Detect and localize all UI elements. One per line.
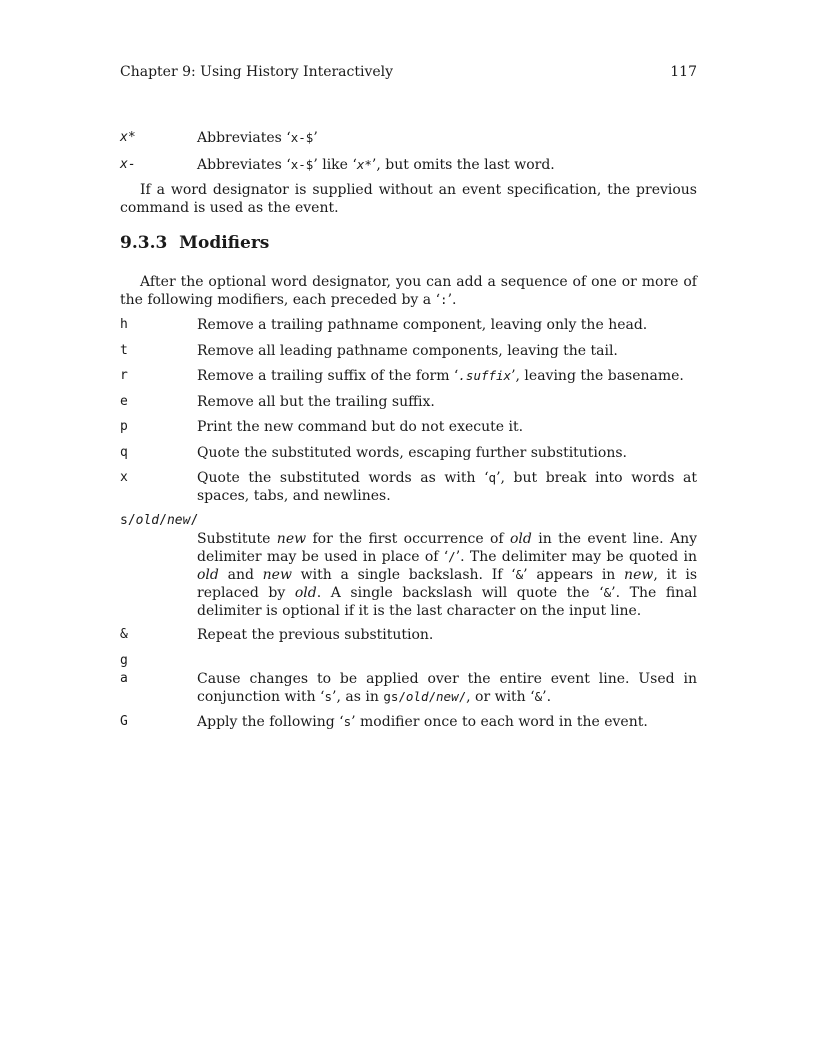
paragraph-designator: If a word designator is supplied without an event specification, the previous command is used as the event. — [120, 182, 697, 216]
term-x-star: x* — [120, 130, 136, 145]
desc-x-star: Abbreviates ‘x-$’ — [197, 130, 318, 146]
term-a: a — [120, 671, 128, 686]
desc-t: Remove all leading pathname components, leaving the tail. — [197, 343, 618, 359]
desc-x-dash: Abbreviates ‘x-$’ like ‘x*’, but omits the last word. — [197, 157, 555, 173]
term-g: g — [120, 653, 128, 668]
term-e: e — [120, 394, 128, 409]
term-s-old-new: s/old/new/ — [120, 513, 199, 528]
desc-s-old-new: Substitute new for the first occurrence of old in the event line. Any delimiter may be used in place of ‘/’. The delimiter may be quoted in old and new with a single backslash. If ‘&’ appears in new, it is replaced by old. A single backslash will quote the ‘&’. The final delimiter is optional if it is the last character on the input line. — [197, 531, 698, 619]
desc-q: Quote the substituted words, escaping further substitutions. — [197, 445, 627, 461]
desc-ampersand: Repeat the previous substitution. — [197, 627, 434, 643]
term-q: q — [120, 445, 128, 460]
term-t: t — [120, 343, 128, 358]
page-number: 117 — [670, 64, 697, 80]
desc-x: Quote the substituted words as with ‘q’, but break into words at spaces, tabs, and newlines. — [197, 470, 697, 504]
term-ampersand: & — [120, 627, 128, 642]
desc-e: Remove all but the trailing suffix. — [197, 394, 435, 410]
desc-h: Remove a trailing pathname component, leaving only the head. — [197, 317, 648, 333]
desc-r: Remove a trailing suffix of the form ‘.suffix’, leaving the basename. — [197, 368, 684, 384]
term-x-dash: x- — [120, 157, 136, 172]
running-header — [120, 63, 697, 81]
chapter-title: Chapter 9: Using History Interactively — [120, 64, 394, 80]
section-heading: 9.3.3 Modifiers — [120, 233, 270, 253]
term-G: G — [120, 714, 128, 729]
desc-p: Print the new command but do not execute it. — [197, 419, 524, 435]
desc-g-a: Cause changes to be applied over the entire event line. Used in conjunction with ‘s’, as in gs/old/new/, or with ‘&’. — [197, 671, 697, 705]
term-h: h — [120, 317, 128, 332]
term-r: r — [120, 368, 128, 383]
term-p: p — [120, 419, 128, 434]
desc-G: Apply the following ‘s’ modifier once to each word in the event. — [197, 714, 648, 730]
term-x: x — [120, 470, 128, 485]
paragraph-modifiers: After the optional word designator, you can add a sequence of one or more of the following modifiers, each preceded by a ‘:’. — [120, 274, 697, 308]
